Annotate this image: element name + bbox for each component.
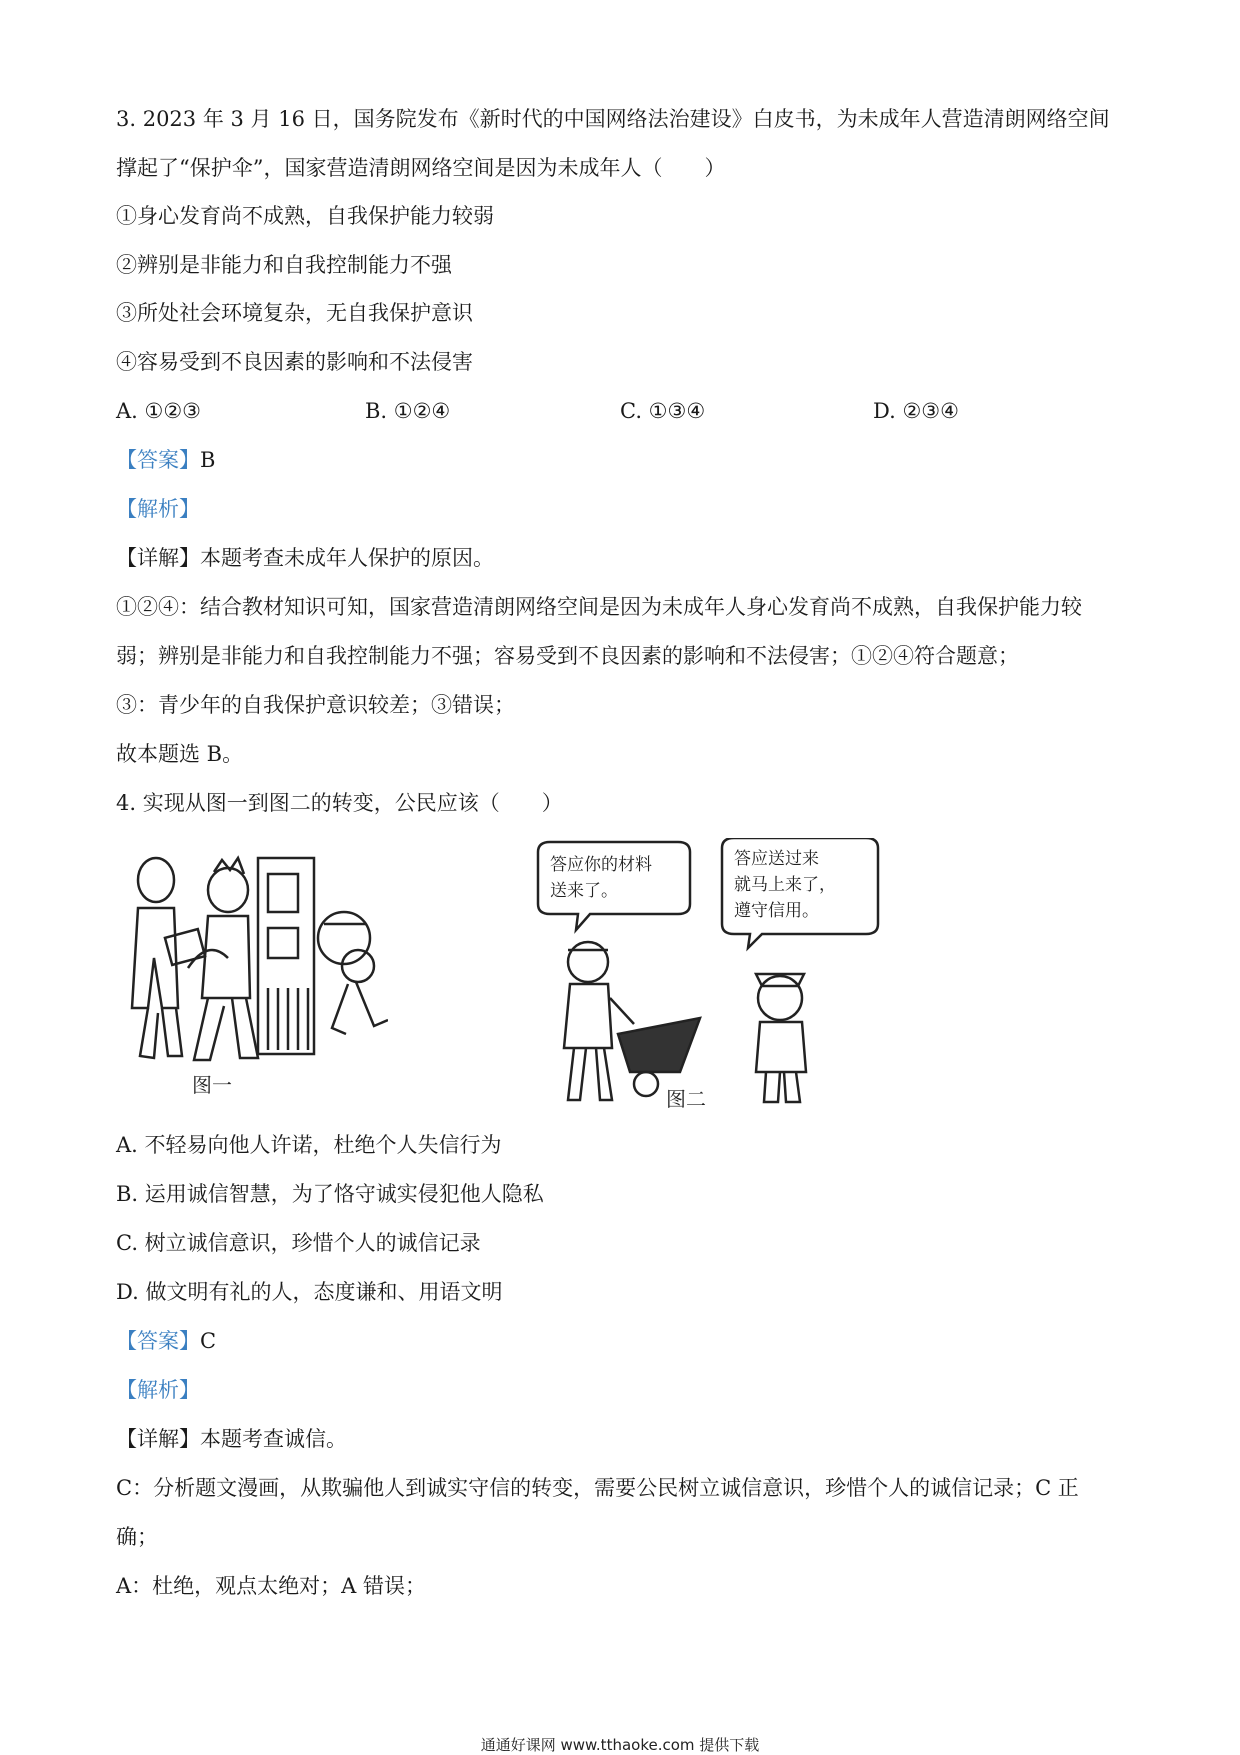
q4-explain-line3: A：杜绝，观点太绝对；A 错误；	[116, 1574, 427, 1598]
q4-explain-line2: 确；	[116, 1525, 158, 1549]
q4-analysis	[116, 1377, 200, 1403]
q4-stem: 4. 实现从图一到图二的转变，公民应该（ ）	[116, 791, 563, 815]
q3-detail-tag: 【详解】	[116, 546, 200, 570]
q3-item-1: ①身心发育尚不成熟，自我保护能力较弱	[116, 204, 494, 228]
q3-item-4: ④容易受到不良因素的影响和不法侵害	[116, 350, 473, 374]
q3-analysis	[116, 496, 200, 522]
q4-option-a: A. 不轻易向他人许诺，杜绝个人失信行为	[116, 1133, 502, 1157]
page-footer: 通通好课网 www.tthaoke.com 提供下载	[480, 1736, 760, 1754]
q4-answer-tag: 【答案】	[116, 1329, 200, 1353]
q3-detail-text: 本题考查未成年人保护的原因。	[200, 546, 494, 570]
figure-1-cartoon	[118, 838, 388, 1100]
q4-answer	[116, 1328, 216, 1354]
bubble-2-line2: 就马上来了，	[734, 875, 836, 895]
q3-answer-value: B	[200, 448, 216, 472]
q3-option-c: C. ①③④	[620, 399, 706, 423]
q3-stem-line1: 3. 2023 年 3 月 16 日，国务院发布《新时代的中国网络法治建设》白皮书，为未成年人营造清朗网络空间	[116, 107, 1110, 131]
q3-explain-line1: ①②④：结合教材知识可知，国家营造清朗网络空间是因为未成年人身心发育尚不成熟，自我保护能力较	[116, 595, 1082, 619]
q4-detail	[116, 1426, 347, 1452]
q3-option-b: B. ①②④	[365, 399, 451, 423]
q3-item-2: ②辨别是非能力和自我控制能力不强	[116, 253, 452, 277]
bubble-1-line1: 答应你的材料	[550, 855, 652, 875]
q4-detail-tag: 【详解】	[116, 1427, 200, 1451]
q3-option-d: D. ②③④	[873, 399, 959, 423]
bubble-2-line1: 答应送过来	[734, 849, 819, 869]
q3-explain-line2: 弱；辨别是非能力和自我控制能力不强；容易受到不良因素的影响和不法侵害；①②④符合题意；	[116, 644, 1019, 668]
q3-explain-line3: ③：青少年的自我保护意识较差；③错误；	[116, 693, 515, 717]
q3-answer-tag: 【答案】	[116, 448, 200, 472]
figure-2-cartoon	[530, 838, 886, 1110]
q4-explain-line1: C：分析题文漫画，从欺骗他人到诚实守信的转变，需要公民树立诚信意识，珍惜个人的诚信记录；C 正	[116, 1476, 1079, 1500]
q3-analysis-tag: 【解析】	[116, 497, 200, 521]
q3-option-a: A. ①②③	[116, 399, 201, 423]
q3-detail	[116, 545, 494, 571]
bubble-1-line2: 送来了。	[550, 881, 618, 901]
q4-detail-text: 本题考查诚信。	[200, 1427, 347, 1451]
q3-conclusion: 故本题选 B。	[116, 742, 244, 766]
q3-stem-line2: 撑起了“保护伞”，国家营造清朗网络空间是因为未成年人（ ）	[116, 156, 726, 180]
q3-answer	[116, 447, 215, 473]
q4-analysis-tag: 【解析】	[116, 1378, 200, 1402]
q4-answer-value: C	[200, 1329, 217, 1353]
q4-option-b: B. 运用诚信智慧，为了恪守诚实侵犯他人隐私	[116, 1182, 544, 1206]
q4-option-d: D. 做文明有礼的人，态度谦和、用语文明	[116, 1280, 503, 1304]
q3-item-3: ③所处社会环境复杂，无自我保护意识	[116, 301, 473, 325]
bubble-2-line3: 遵守信用。	[734, 901, 819, 921]
figure-2-caption: 图二	[666, 1087, 706, 1110]
q4-option-c: C. 树立诚信意识，珍惜个人的诚信记录	[116, 1231, 481, 1255]
figure-1-caption: 图一	[192, 1073, 232, 1097]
